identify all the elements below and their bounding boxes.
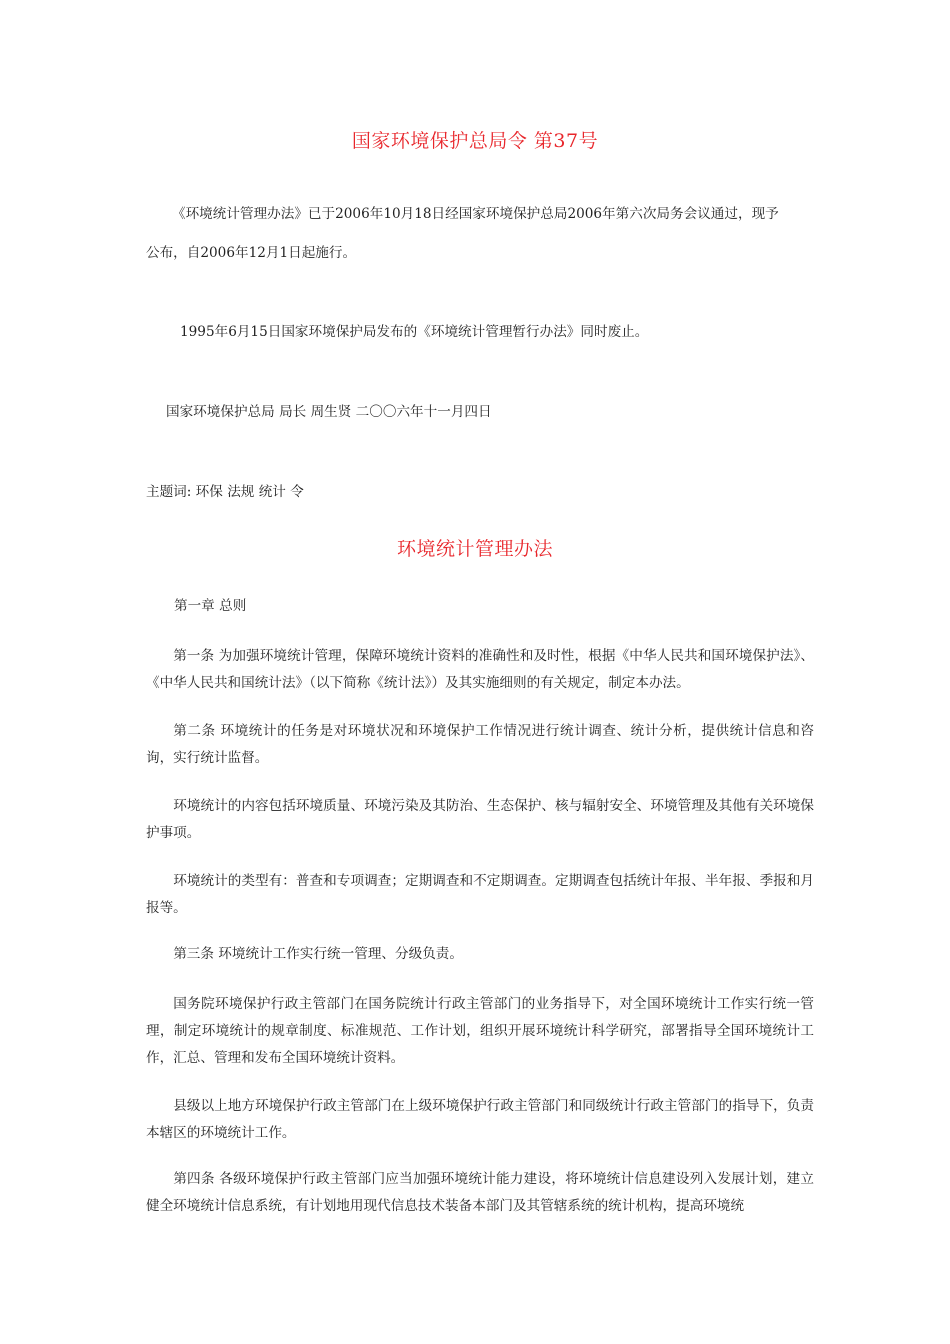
- article-1: 第一条 为加强环境统计管理，保障环境统计资料的准确性和及时性，根据《中华人民共和国环境保护法》、《中华人民共和国统计法》（以下简称《统计法》）及其实施细则的有关规定，制定本办法。: [146, 648, 814, 691]
- decree-line-1: 《环境统计管理办法》已于2006年10月18日经国家环境保护总局2006年第六次局务会议通过，现予: [172, 206, 779, 222]
- signature-line: 国家环境保护总局 局长 周生贤 二〇〇六年十一月四日: [166, 404, 492, 420]
- regulation-title: 环境统计管理办法: [396, 538, 553, 560]
- article-3: 第三条 环境统计工作实行统一管理、分级负责。: [173, 946, 463, 962]
- chapter-heading: 第一章 总则: [174, 598, 247, 614]
- article-2: 第二条 环境统计的任务是对环境状况和环境保护工作情况进行统计调查、统计分析，提供统计信息和咨询，实行统计监督。: [146, 723, 814, 766]
- decree-line-2: 公布，自2006年12月1日起施行。: [146, 245, 357, 261]
- keywords-line: 主题词: 环保 法规 统计 令: [146, 484, 304, 500]
- article-4: 第四条 各级环境保护行政主管部门应当加强环境统计能力建设，将环境统计信息建设列入发展计划，建立健全环境统计信息系统，有计划地用现代信息技术装备本部门及其管辖系统的统计机构，提高环境统: [146, 1171, 814, 1214]
- repeal-notice: 1995年6月15日国家环境保护局发布的《环境统计管理暂行办法》同时废止。: [180, 324, 649, 340]
- article-3-national: 国务院环境保护行政主管部门在国务院统计行政主管部门的业务指导下，对全国环境统计工作实行统一管理，制定环境统计的规章制度、标准规范、工作计划，组织开展环境统计科学研究，部署指导全国环境统计工作，汇总、管理和发布全国环境统计资料。: [146, 996, 814, 1066]
- decree-title: 国家环境保护总局令 第37号: [351, 130, 599, 152]
- article-2-types: 环境统计的类型有：普查和专项调查；定期调查和不定期调查。定期调查包括统计年报、半年报、季报和月报等。: [146, 873, 814, 916]
- article-2-content: 环境统计的内容包括环境质量、环境污染及其防治、生态保护、核与辐射安全、环境管理及其他有关环境保护事项。: [146, 798, 814, 841]
- article-3-local: 县级以上地方环境保护行政主管部门在上级环境保护行政主管部门和同级统计行政主管部门的指导下，负责本辖区的环境统计工作。: [146, 1098, 814, 1141]
